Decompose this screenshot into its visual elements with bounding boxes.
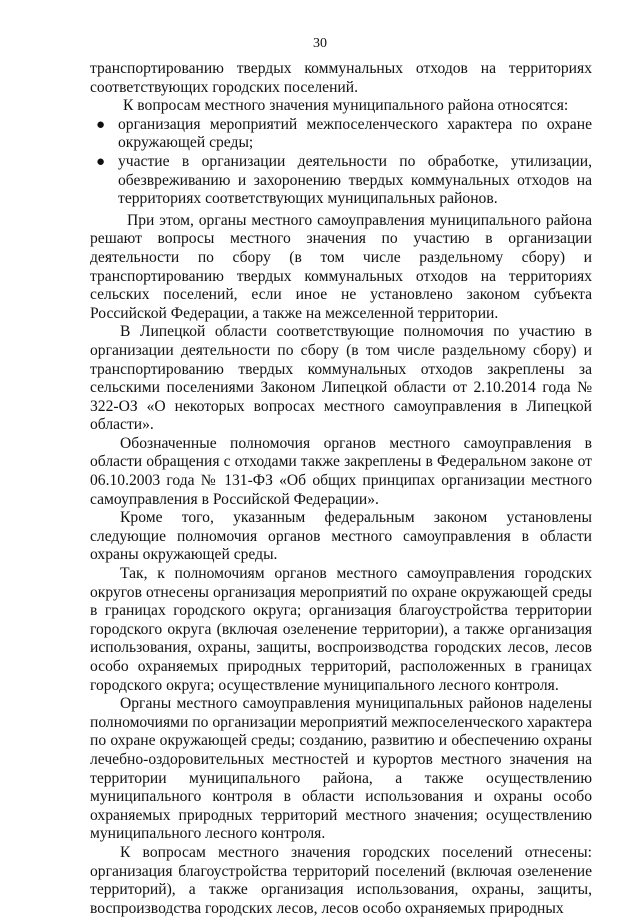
bullet-icon: ● xyxy=(96,116,106,133)
bullet-icon: ● xyxy=(96,153,106,170)
paragraph: При этом, органы местного самоуправления муниципального района решают вопросы местного значения по участию в организации деятельности по сбору (в том числе раздельному сбору) и транспортированию твердых коммунальных отходов на территориях сельских поселений, если иное не установлено законом субъекта Российской Федерации, а также на межселенной территории. xyxy=(90,211,592,322)
paragraph-continuation: транспортированию твердых коммунальных отходов на территориях соответствующих городских поселений. xyxy=(90,60,592,96)
paragraph: Так, к полномочиям органов местного самоуправления городских округов отнесены организация мероприятий по охране окружающей среды в границах городского округа; организация благоустройства территории городского округа (включая озеленение территории), а также организация использования, охраны, защиты, воспроизводства городских лесов, лесов особо охраняемых природных территорий, расположенных в границах городского округа; осуществление муниципального лесного контроля. xyxy=(90,565,592,694)
list-item-text: участие в организации деятельности по обработке, утилизации, обезвреживанию и захоронению твердых коммунальных отходов на территориях соответствующих муниципальных районов. xyxy=(118,152,592,208)
list-item xyxy=(90,153,592,209)
paragraph: К вопросам местного значения городских поселений отнесены: организация благоустройства территорий поселений (включая озеленение территорий), а также организация использования, охраны, защиты, воспроизводства городских лесов, лесов особо охраняемых природных xyxy=(90,843,592,917)
paragraph: В Липецкой области соответствующие полномочия по участию в организации деятельности по сбору (в том числе раздельному сбору) и транспортированию твердых коммунальных отходов закреплены за сельскими поселениями Законом Липецкой области от 2.10.2014 года № 322-ОЗ «О некоторых вопросах местного самоуправления в Липецкой области». xyxy=(90,323,592,434)
paragraph-intro: К вопросам местного значения муниципального района относятся: xyxy=(123,97,569,115)
document-body xyxy=(90,60,592,918)
paragraph: Обозначенные полномочия органов местного самоуправления в области обращения с отходами также закреплены в Федеральном законе от 06.10.2003 года № 131-ФЗ «Об общих принципах организации местного самоуправления в Российской Федерации». xyxy=(90,434,592,508)
paragraph: Кроме того, указанным федеральным законом установлены следующие полномочия органов местного самоуправления в области охраны окружающей среды. xyxy=(90,509,592,564)
list-item-text: организация мероприятий межпоселенческого характера по охране окружающей среды; xyxy=(118,115,592,152)
list-item xyxy=(90,116,592,153)
paragraph: Органы местного самоуправления муниципальных районов наделены полномочиями по организации мероприятий межпоселенческого характера по охране окружающей среды; созданию, развитию и обеспечению охраны лечебно-оздоровительных местностей и курортов местного значения на территории муниципального района, а также осуществлению муниципального контроля в области использования и охраны особо охраняемых природных территорий местного значения; осуществлению муниципального лесного контроля. xyxy=(90,695,592,843)
bullet-list xyxy=(90,116,592,209)
page-number: 30 xyxy=(313,36,327,51)
